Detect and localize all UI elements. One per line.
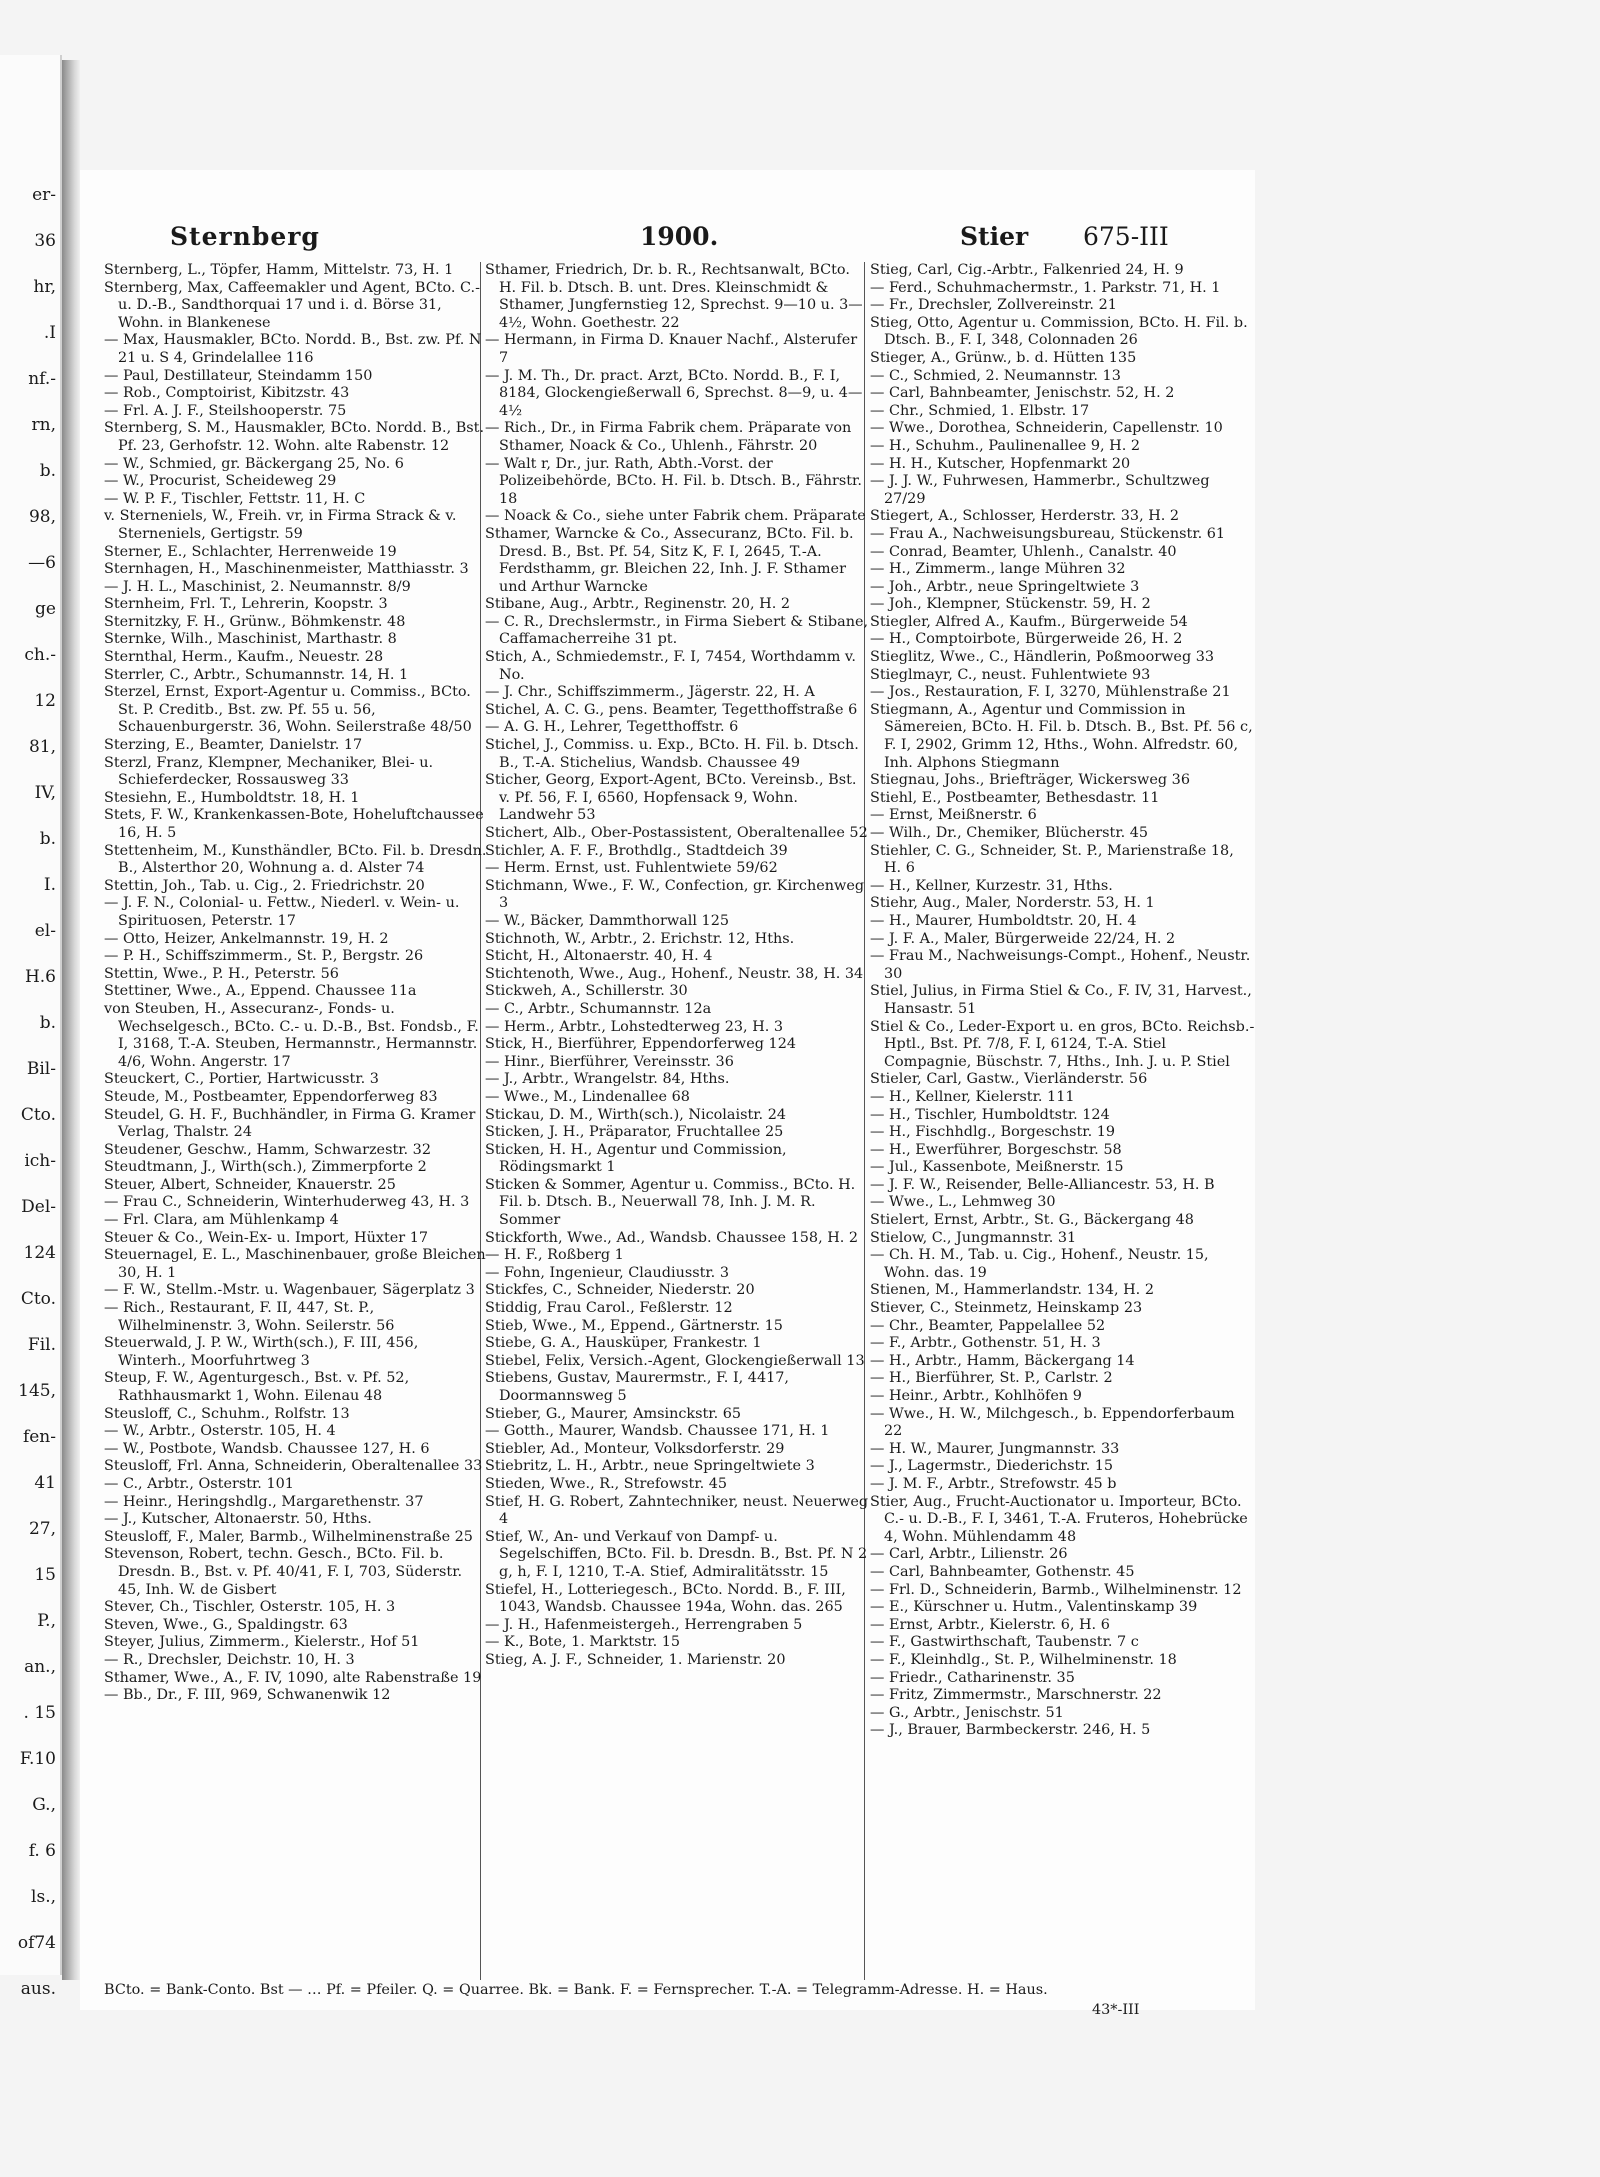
directory-entry: Stielert, Ernst, Arbtr., St. G., Bäckergang 48 bbox=[870, 1212, 1194, 1229]
directory-entry: Stichert, Alb., Ober-Postassistent, Oberaltenallee 52 bbox=[485, 825, 868, 841]
prev-page-fragment: ge bbox=[35, 599, 56, 619]
prev-page-fragment: el- bbox=[34, 921, 56, 941]
directory-entry: — Rob., Comptoirist, Kibitzstr. 43 bbox=[104, 385, 350, 402]
prev-page-fragment: 36 bbox=[34, 231, 56, 251]
directory-entry: — J. J. W., Fuhrwesen, Hammerbr., Schultzweg 27/29 bbox=[870, 473, 1210, 507]
directory-entry: Sterzl, Franz, Klempner, Mechaniker, Blei- u. Schieferdecker, Rossausweg 33 bbox=[104, 754, 434, 789]
directory-entry: Stiever, C., Steinmetz, Heinskamp 23 bbox=[870, 1300, 1143, 1317]
prev-page-fragment: I. bbox=[43, 875, 56, 895]
prev-page-fragment: 41 bbox=[34, 1473, 56, 1493]
prev-page-fragment: 98, bbox=[28, 507, 56, 527]
directory-entry: — Gotth., Maurer, Wandsb. Chaussee 171, H. 1 bbox=[485, 1423, 830, 1440]
directory-entry: Stielow, C., Jungmannstr. 31 bbox=[870, 1229, 1077, 1246]
directory-entry: Stibane, Aug., Arbtr., Reginenstr. 20, H. 2 bbox=[485, 596, 790, 613]
directory-entry: — J. M. F., Arbtr., Strefowstr. 45 b bbox=[870, 1475, 1117, 1492]
directory-entry: — H., Maurer, Humboldtstr. 20, H. 4 bbox=[870, 912, 1137, 929]
directory-entry: Sternthal, Herm., Kaufm., Neuestr. 28 bbox=[104, 649, 384, 666]
directory-entry: — Conrad, Beamter, Uhlenh., Canalstr. 40 bbox=[870, 543, 1177, 560]
prev-page-fragment: Del- bbox=[21, 1197, 56, 1217]
prev-page-fragment: —6 bbox=[28, 553, 56, 573]
directory-entry: — Wwe., H. W., Milchgesch., b. Eppendorferbaum 22 bbox=[870, 1405, 1235, 1440]
directory-entry: — W., Schmied, gr. Bäckergang 25, No. 6 bbox=[104, 455, 404, 472]
directory-entry: Steuer, Albert, Schneider, Knauerstr. 25 bbox=[104, 1176, 396, 1193]
directory-entry: — Walt r, Dr., jur. Rath, Abth.-Vorst. der Polizeibehörde, BCto. H. Fil. b. Dtsch. B., Fährstr. 18 bbox=[485, 455, 862, 507]
directory-entry: — Bb., Dr., F. III, 969, Schwanenwik 12 bbox=[104, 1687, 391, 1704]
column-1 bbox=[104, 262, 489, 1705]
directory-entry: Stiebler, Ad., Monteur, Volksdorferstr. 29 bbox=[485, 1440, 785, 1457]
directory-entry: — Frau M., Nachweisungs-Compt., Hohenf., Neustr. 30 bbox=[870, 948, 1251, 982]
directory-entry: Stiehr, Aug., Maler, Norderstr. 53, H. 1 bbox=[870, 895, 1155, 912]
directory-entry: Sternheim, Frl. T., Lehrerin, Koopstr. 3 bbox=[104, 596, 388, 613]
prev-page-fragment: .I bbox=[43, 323, 56, 343]
directory-entry: Sternberg, S. M., Hausmakler, BCto. Nordd. B., Bst. Pf. 23, Gerhofstr. 12. Wohn. alte Rabenstr. 12 bbox=[104, 420, 485, 454]
prev-page-fragment: . 15 bbox=[23, 1703, 56, 1723]
directory-entry: Steven, Wwe., G., Spaldingstr. 63 bbox=[104, 1616, 348, 1633]
directory-entry: Stickweh, A., Schillerstr. 30 bbox=[485, 983, 688, 1000]
directory-entry: — H., Arbtr., Hamm, Bäckergang 14 bbox=[870, 1352, 1135, 1369]
directory-entry: Stieger, A., Grünw., b. d. Hütten 135 bbox=[870, 349, 1137, 366]
column-3 bbox=[870, 262, 1255, 1740]
directory-entry: — J. H. L., Maschinist, 2. Neumannstr. 8/9 bbox=[104, 578, 411, 595]
directory-entry: — Ferd., Schuhmachermstr., 1. Parkstr. 71, H. 1 bbox=[870, 279, 1221, 296]
directory-entry: — H. H., Kutscher, Hopfenmarkt 20 bbox=[870, 455, 1131, 472]
directory-entry: — Joh., Klempner, Stückenstr. 59, H. 2 bbox=[870, 596, 1151, 613]
directory-entry: — Noack & Co., siehe unter Fabrik chem. Präparate bbox=[485, 508, 866, 525]
prev-page-fragment: nf.- bbox=[28, 369, 56, 389]
directory-entry: — G., Arbtr., Jenischstr. 51 bbox=[870, 1704, 1064, 1721]
directory-entry: — K., Bote, 1. Marktstr. 15 bbox=[485, 1634, 681, 1651]
prev-page-fragment: ch.- bbox=[24, 645, 56, 665]
directory-entry: Steudtmann, J., Wirth(sch.), Zimmerpforte 2 bbox=[104, 1159, 427, 1176]
directory-entry: — H., Kellner, Kurzestr. 31, Hths. bbox=[870, 877, 1113, 894]
directory-entry: Steuer & Co., Wein-Ex- u. Import, Hüxter 17 bbox=[104, 1229, 429, 1246]
directory-entry: — Rich., Restaurant, F. II, 447, St. P., Wilhelminenstr. 3, Wohn. Seilerstr. 56 bbox=[104, 1300, 395, 1334]
directory-entry: Stiebritz, L. H., Arbtr., neue Springeltwiete 3 bbox=[485, 1458, 815, 1475]
directory-entry: — E., Kürschner u. Hutm., Valentinskamp 39 bbox=[870, 1599, 1198, 1616]
prev-page-fragment: an., bbox=[24, 1657, 56, 1677]
directory-entry: — J. Chr., Schiffszimmerm., Jägerstr. 22, H. A bbox=[485, 684, 815, 701]
directory-entry: Stettenheim, M., Kunsthändler, BCto. Fil. b. Dresdn. B., Alsterthor 20, Wohnung a. d. Alster 74 bbox=[104, 842, 487, 877]
directory-entry: Stichler, A. F. F., Brothdlg., Stadtdeich 39 bbox=[485, 842, 788, 859]
directory-entry: — Jos., Restauration, F. I, 3270, Mühlenstraße 21 bbox=[870, 684, 1231, 701]
directory-entry: Steuerwald, J. P. W., Wirth(sch.), F. III, 456, Winterh., Moorfuhrtweg 3 bbox=[104, 1335, 419, 1369]
directory-entry: — Ch. H. M., Tab. u. Cig., Hohenf., Neustr. 15, Wohn. das. 19 bbox=[870, 1247, 1209, 1281]
directory-entry: — C. R., Drechslermstr., in Firma Siebert & Stibane, Caffamacherreihe 31 pt. bbox=[485, 613, 869, 648]
directory-entry: — F., Arbtr., Gothenstr. 51, H. 3 bbox=[870, 1335, 1101, 1352]
directory-entry: — Wwe., Dorothea, Schneiderin, Capellenstr. 10 bbox=[870, 420, 1223, 437]
prev-page-fragment: ich- bbox=[24, 1151, 56, 1171]
directory-entry: Stiel, Julius, in Firma Stiel & Co., F. IV, 31, Harvest., Hansastr. 51 bbox=[870, 983, 1252, 1017]
directory-entry: Stettiner, Wwe., A., Eppend. Chaussee 11a bbox=[104, 983, 417, 1000]
directory-entry: — H., Schuhm., Paulinenallee 9, H. 2 bbox=[870, 437, 1141, 454]
directory-entry: Steup, F. W., Agenturgesch., Bst. v. Pf. 52, Rathhausmarkt 1, Wohn. Eilenau 48 bbox=[104, 1370, 410, 1404]
directory-entry: Stevenson, Robert, techn. Gesch., BCto. Fil. b. Dresdn. B., Bst. v. Pf. 40/41, F. I, 703, Süderstr. 45, Inh. W. de Gisbert bbox=[104, 1546, 463, 1598]
directory-entry: Steusloff, F., Maler, Barmb., Wilhelminenstraße 25 bbox=[104, 1528, 473, 1545]
directory-entry: Stiebens, Gustav, Maurermstr., F. I, 4417, Doormannsweg 5 bbox=[485, 1370, 789, 1404]
directory-entry: — H. F., Roßberg 1 bbox=[485, 1247, 624, 1264]
directory-entry: — R., Drechsler, Deichstr. 10, H. 3 bbox=[104, 1651, 355, 1668]
directory-entry: Sterner, E., Schlachter, Herrenweide 19 bbox=[104, 543, 397, 560]
directory-entry: — Rich., Dr., in Firma Fabrik chem. Präparate von Sthamer, Noack & Co., Uhlenh., Fährstr. 20 bbox=[485, 420, 852, 454]
directory-entry: Sternhagen, H., Maschinenmeister, Matthiasstr. 3 bbox=[104, 561, 469, 578]
directory-entry: Sticher, Georg, Export-Agent, BCto. Vereinsb., Bst. v. Pf. 56, F. I, 6560, Hopfensack 9, Wohn. Landwehr 53 bbox=[485, 772, 857, 824]
directory-entry: Stickau, D. M., Wirth(sch.), Nicolaistr. 24 bbox=[485, 1106, 787, 1123]
directory-entry: — Chr., Beamter, Pappelallee 52 bbox=[870, 1317, 1106, 1334]
prev-page-fragment: H.6 bbox=[24, 967, 56, 987]
directory-entry: — H., Kellner, Kielerstr. 111 bbox=[870, 1088, 1075, 1105]
directory-entry: von Steuben, H., Assecuranz-, Fonds- u. Wechselgesch., BCto. C.- u. D.-B., Bst. Fondsb., F. I, 3168, T.-A. Steuben, Hermannstr., Hermannstr. 4/6, Wohn. Angerstr. 17 bbox=[104, 1000, 479, 1070]
directory-entry: Sticken, J. H., Präparator, Fruchtallee 25 bbox=[485, 1124, 784, 1141]
footer-page-code: 43*-III bbox=[1092, 2002, 1140, 2018]
directory-entry: — J., Lagermstr., Diederichstr. 15 bbox=[870, 1458, 1114, 1475]
running-header bbox=[80, 222, 1255, 256]
directory-entry: — Paul, Destillateur, Steindamm 150 bbox=[104, 367, 373, 384]
directory-entry: — H., Tischler, Humboldtstr. 124 bbox=[870, 1106, 1110, 1123]
directory-entry: Stiebe, G. A., Hausküper, Frankestr. 1 bbox=[485, 1335, 762, 1352]
directory-entry: — Heinr., Heringshdlg., Margarethenstr. 37 bbox=[104, 1493, 424, 1510]
directory-entry: — Frau C., Schneiderin, Winterhuderweg 43, H. 3 bbox=[104, 1194, 470, 1211]
directory-entry: Stiegnau, Johs., Briefträger, Wickersweg 36 bbox=[870, 772, 1190, 789]
directory-entry: — W., Bäcker, Dammthorwall 125 bbox=[485, 912, 730, 929]
directory-entry: Sthamer, Wwe., A., F. IV, 1090, alte Rabenstraße 19 bbox=[104, 1669, 482, 1686]
directory-entry: — A. G. H., Lehrer, Tegetthoffstr. 6 bbox=[485, 719, 739, 736]
directory-entry: — H., Comptoirbote, Bürgerweide 26, H. 2 bbox=[870, 631, 1183, 648]
directory-entry: Sticken, H. H., Agentur und Commission, Rödingsmarkt 1 bbox=[485, 1141, 787, 1176]
directory-entry: Stichtenoth, Wwe., Aug., Hohenf., Neustr. 38, H. 34 bbox=[485, 965, 864, 982]
directory-entry: — F., Gastwirthschaft, Taubenstr. 7 c bbox=[870, 1634, 1139, 1651]
directory-entry: — Frl. D., Schneiderin, Barmb., Wilhelminenstr. 12 bbox=[870, 1581, 1242, 1598]
directory-entry: — J. F. A., Maler, Bürgerweide 22/24, H. 2 bbox=[870, 930, 1176, 947]
directory-entry: Stiebel, Felix, Versich.-Agent, Glockengießerwall 13 bbox=[485, 1352, 865, 1369]
directory-entry: Stichel, A. C. G., pens. Beamter, Tegetthoffstraße 6 bbox=[485, 701, 858, 718]
directory-entry: Sthamer, Warncke & Co., Assecuranz, BCto. Fil. b. Dresd. B., Bst. Pf. 54, Sitz K, F. I, 2645, T.-A. Ferdsthamm, gr. Bleichen 22, Inh. J. F. Sthamer und Arthur Warncke bbox=[485, 525, 854, 595]
prev-page-fragment: IV, bbox=[34, 783, 56, 803]
directory-page bbox=[80, 170, 1255, 2018]
prev-page-fragment: G., bbox=[32, 1795, 56, 1815]
directory-entry: — Joh., Arbtr., neue Springeltwiete 3 bbox=[870, 578, 1140, 595]
directory-entry: Stienen, M., Hammerlandstr. 134, H. 2 bbox=[870, 1282, 1154, 1299]
directory-entry: — Chr., Schmied, 1. Elbstr. 17 bbox=[870, 402, 1090, 419]
directory-entry: — J. M. Th., Dr. pract. Arzt, BCto. Nordd. B., F. I, 8184, Glockengießerwall 6, Sprechst. 8—9, u. 4—4½ bbox=[485, 367, 863, 419]
directory-entry: Steudener, Geschw., Hamm, Schwarzestr. 32 bbox=[104, 1141, 431, 1158]
directory-entry: — Heinr., Arbtr., Kohlhöfen 9 bbox=[870, 1388, 1082, 1404]
directory-entry: Sternitzky, F. H., Grünw., Böhmkenstr. 48 bbox=[104, 613, 406, 630]
prev-page-fragment: Bil- bbox=[26, 1059, 56, 1079]
directory-entry: Stichnoth, W., Arbtr., 2. Erichstr. 12, Hths. bbox=[485, 930, 795, 947]
prev-page-fragment: 12 bbox=[34, 691, 56, 711]
directory-entry: Stickforth, Wwe., Ad., Wandsb. Chaussee 158, H. 2 bbox=[485, 1229, 859, 1246]
directory-entry: — J. F. N., Colonial- u. Fettw., Niederl. v. Wein- u. Spirituosen, Peterstr. 17 bbox=[104, 895, 460, 929]
directory-entry: — J. F. W., Reisender, Belle-Alliancestr. 53, H. B bbox=[870, 1176, 1215, 1193]
directory-entry: — C., Arbtr., Schumannstr. 12a bbox=[485, 1000, 712, 1017]
directory-entry: Stickfes, C., Schneider, Niederstr. 20 bbox=[485, 1282, 755, 1299]
directory-entry: Sticht, H., Altonaerstr. 40, H. 4 bbox=[485, 948, 713, 965]
prev-page-fragment: 145, bbox=[18, 1381, 56, 1401]
prev-page-fragment: P., bbox=[37, 1611, 56, 1631]
directory-entry: — H., Zimmerm., lange Mühren 32 bbox=[870, 561, 1126, 578]
column-2 bbox=[485, 262, 870, 1670]
directory-entry: — P. H., Schiffszimmerm., St. P., Bergstr. 26 bbox=[104, 948, 424, 965]
prev-page-fragment: 81, bbox=[28, 737, 56, 757]
directory-entry: Sticken & Sommer, Agentur u. Commiss., BCto. H. Fil. b. Dtsch. B., Neuerwall 78, Inh. J. M. R. Sommer bbox=[485, 1176, 856, 1229]
prev-page-fragment: b. bbox=[39, 461, 56, 481]
prev-page-fragment: 15 bbox=[34, 1565, 56, 1585]
directory-entry: Stich, A., Schmiedemstr., F. I, 7454, Worthdamm v. No. bbox=[485, 649, 856, 683]
prev-page-fragment: Fil. bbox=[27, 1335, 56, 1355]
directory-entry: Stichel, J., Commiss. u. Exp., BCto. H. Fil. b. Dtsch. B., T.-A. Stichelius, Wandsb. Chaussee 49 bbox=[485, 737, 859, 771]
directory-entry: Stier, Aug., Frucht-Auctionator u. Importeur, BCto. C.- u. D.-B., F. I, 3461, T.-A. Fruteros, Hohebrücke 4, Wohn. Mühlendamm 48 bbox=[870, 1493, 1248, 1545]
directory-entry: — F., Kleinhdlg., St. P., Wilhelminenstr. 18 bbox=[870, 1651, 1177, 1668]
directory-entry: — W., Arbtr., Osterstr. 105, H. 4 bbox=[104, 1423, 336, 1440]
prev-page-fragment: 27, bbox=[28, 1519, 56, 1539]
directory-entry: Sterzing, E., Beamter, Danielstr. 17 bbox=[104, 737, 363, 754]
directory-entry: Stiddig, Frau Carol., Feßlerstr. 12 bbox=[485, 1300, 733, 1317]
directory-entry: Stiel & Co., Leder-Export u. en gros, BCto. Reichsb.-Hptl., Bst. Pf. 7/8, F. I, 6124, T.-A. Stiel Compagnie, Büschstr. 7, Hths., Inh. J. u. P. Stiel bbox=[870, 1018, 1255, 1070]
directory-entry: — Wilh., Dr., Chemiker, Blücherstr. 45 bbox=[870, 825, 1149, 841]
abbreviation-legend: BCto. = Bank-Conto. Bst — … Pf. = Pfeiler. Q. = Quarree. Bk. = Bank. F. = Fernsprecher. T.-A. = Telegramm-Adresse. H. = Haus. bbox=[104, 1982, 1048, 1998]
directory-entry: Sternke, Wilh., Maschinist, Marthastr. 8 bbox=[104, 631, 397, 648]
directory-entry: — Herm., Arbtr., Lohstedterweg 23, H. 3 bbox=[485, 1018, 784, 1035]
directory-entry: Sterrler, C., Arbtr., Schumannstr. 14, H. 1 bbox=[104, 666, 409, 683]
directory-entry: Steuckert, C., Portier, Hartwicusstr. 3 bbox=[104, 1071, 379, 1088]
prev-page-fragment: f. 6 bbox=[28, 1841, 56, 1861]
directory-entry: Steusloff, C., Schuhm., Rolfstr. 13 bbox=[104, 1405, 350, 1422]
directory-entry: — Frl. A. J. F., Steilshooperstr. 75 bbox=[104, 402, 347, 419]
directory-entry: Steusloff, Frl. Anna, Schneiderin, Oberaltenallee 33 bbox=[104, 1458, 483, 1475]
directory-entry: Stiehl, E., Postbeamter, Bethesdastr. 11 bbox=[870, 789, 1160, 806]
directory-entry: Stiegler, Alfred A., Kaufm., Bürgerweide 54 bbox=[870, 613, 1188, 630]
directory-entry: Stiefel, H., Lotteriegesch., BCto. Nordd. B., F. III, 1043, Wandsb. Chaussee 194a, Wohn. das. 265 bbox=[485, 1581, 846, 1616]
directory-entry: — H., Ewerführer, Borgeschstr. 58 bbox=[870, 1141, 1122, 1158]
prev-page-fragment: ls., bbox=[31, 1887, 56, 1907]
directory-entry: — Friedr., Catharinenstr. 35 bbox=[870, 1669, 1075, 1686]
directory-entry: — Frl. Clara, am Mühlenkamp 4 bbox=[104, 1212, 339, 1229]
directory-entry: Stever, Ch., Tischler, Osterstr. 105, H. 3 bbox=[104, 1599, 396, 1616]
header-year: 1900. bbox=[640, 222, 719, 251]
directory-entry: Sternberg, Max, Caffeemakler und Agent, BCto. C.- u. D.-B., Sandthorquai 17 und i. d. Börse 31, Wohn. in Blankenese bbox=[104, 279, 480, 331]
directory-entry: — C., Arbtr., Osterstr. 101 bbox=[104, 1475, 294, 1492]
directory-entry: Stieler, Carl, Gastw., Vierländerstr. 56 bbox=[870, 1071, 1148, 1088]
directory-entry: — C., Schmied, 2. Neumannstr. 13 bbox=[870, 367, 1121, 384]
directory-entry: Stiehler, C. G., Schneider, St. P., Marienstraße 18, H. 6 bbox=[870, 842, 1234, 877]
directory-entry: — Hinr., Bierführer, Vereinsstr. 36 bbox=[485, 1053, 734, 1070]
directory-entry: — Hermann, in Firma D. Knauer Nachf., Alsterufer 7 bbox=[485, 332, 858, 366]
directory-entry: Steyer, Julius, Zimmerm., Kielerstr., Hof 51 bbox=[104, 1634, 420, 1651]
directory-entry: — Max, Hausmakler, BCto. Nordd. B., Bst. zw. Pf. N 21 u. S 4, Grindelallee 116 bbox=[104, 332, 482, 366]
directory-entry: — Wwe., L., Lehmweg 30 bbox=[870, 1194, 1056, 1211]
prev-page-fragment: aus. bbox=[20, 1979, 56, 1999]
directory-entry: Stieglitz, Wwe., C., Händlerin, Poßmoorweg 33 bbox=[870, 649, 1215, 666]
directory-entry: — Carl, Arbtr., Lilienstr. 26 bbox=[870, 1546, 1068, 1563]
directory-entry: — F. W., Stellm.-Mstr. u. Wagenbauer, Sägerplatz 3 bbox=[104, 1282, 475, 1299]
directory-entry: Stettin, Wwe., P. H., Peterstr. 56 bbox=[104, 965, 339, 982]
previous-page-edge bbox=[0, 55, 62, 1999]
header-right-word: Stier bbox=[960, 222, 1029, 251]
directory-entry: — Ernst, Arbtr., Kielerstr. 6, H. 6 bbox=[870, 1616, 1110, 1633]
prev-page-fragment: rn, bbox=[31, 415, 56, 435]
directory-entry: Stieg, Carl, Cig.-Arbtr., Falkenried 24, H. 9 bbox=[870, 262, 1184, 278]
directory-entry: Sterzel, Ernst, Export-Agentur u. Commiss., BCto. St. P. Creditb., Bst. zw. Pf. 55 u. 56, Schauenburgerstr. 36, Wohn. Seilerstraße 48/50 bbox=[104, 684, 472, 736]
directory-entry: Stieden, Wwe., R., Strefowstr. 45 bbox=[485, 1475, 728, 1492]
directory-entry: Steude, M., Postbeamter, Eppendorferweg 83 bbox=[104, 1088, 438, 1105]
directory-entry: — Fr., Drechsler, Zollvereinstr. 21 bbox=[870, 297, 1117, 314]
directory-entry: Stichmann, Wwe., F. W., Confection, gr. Kirchenweg 3 bbox=[485, 877, 865, 912]
directory-entry: — Carl, Bahnbeamter, Jenischstr. 52, H. 2 bbox=[870, 385, 1175, 402]
directory-entry: — Herm. Ernst, ust. Fuhlentwiete 59/62 bbox=[485, 860, 778, 877]
prev-page-fragment: F.10 bbox=[19, 1749, 56, 1769]
prev-page-fragment: of74 bbox=[17, 1933, 56, 1953]
prev-page-fragment: fen- bbox=[22, 1427, 56, 1447]
directory-entry: — Wwe., M., Lindenallee 68 bbox=[485, 1088, 690, 1105]
directory-entry: — Fohn, Ingenieur, Claudiusstr. 3 bbox=[485, 1264, 729, 1281]
directory-entry: Stief, H. G. Robert, Zahntechniker, neust. Neuerweg 4 bbox=[485, 1493, 869, 1528]
directory-entry: — H., Fischhdlg., Borgeschstr. 19 bbox=[870, 1124, 1116, 1141]
directory-entry: Stieglmayr, C., neust. Fuhlentwiete 93 bbox=[870, 666, 1151, 683]
directory-entry: Stieg, Otto, Agentur u. Commission, BCto. H. Fil. b. Dtsch. B., F. I, 348, Colonnaden 26 bbox=[870, 314, 1248, 349]
directory-entry: — Frau A., Nachweisungsbureau, Stückenstr. 61 bbox=[870, 525, 1226, 542]
directory-entry: Sternberg, L., Töpfer, Hamm, Mittelstr. 73, H. 1 bbox=[104, 262, 454, 278]
prev-page-fragment: b. bbox=[39, 829, 56, 849]
directory-entry: — J., Brauer, Barmbeckerstr. 246, H. 5 bbox=[870, 1722, 1151, 1739]
directory-entry: Stief, W., An- und Verkauf von Dampf- u. Segelschiffen, BCto. Fil. b. Dresdn. B., Bst. Pf. N 2 g, h, F. I, 1210, T.-A. Stief, Admiralitätsstr. 15 bbox=[485, 1528, 868, 1580]
directory-entry: Stieg, A. J. F., Schneider, 1. Marienstr. 20 bbox=[485, 1651, 786, 1668]
directory-entry: — J. H., Hafenmeistergeh., Herrengraben 5 bbox=[485, 1616, 803, 1633]
directory-entry: Steudel, G. H. F., Buchhändler, in Firma G. Kramer Verlag, Thalstr. 24 bbox=[104, 1106, 476, 1141]
prev-page-fragment: Cto. bbox=[20, 1289, 56, 1309]
directory-entry: — J., Arbtr., Wrangelstr. 84, Hths. bbox=[485, 1071, 730, 1088]
directory-entry: Stiegert, A., Schlosser, Herderstr. 33, H. 2 bbox=[870, 508, 1180, 525]
directory-entry: — H., Bierführer, St. P., Carlstr. 2 bbox=[870, 1370, 1113, 1387]
directory-entry: Stesiehn, E., Humboldtstr. 18, H. 1 bbox=[104, 789, 360, 806]
directory-entry: — W., Procurist, Scheideweg 29 bbox=[104, 473, 337, 490]
directory-entry: — W. P. F., Tischler, Fettstr. 11, H. C bbox=[104, 490, 366, 507]
directory-entry: Stieber, G., Maurer, Amsinckstr. 65 bbox=[485, 1405, 742, 1422]
directory-entry: — W., Postbote, Wandsb. Chaussee 127, H. 6 bbox=[104, 1440, 430, 1457]
book-gutter bbox=[62, 60, 80, 1980]
directory-entry: Steuernagel, E. L., Maschinenbauer, große Bleichen 30, H. 1 bbox=[104, 1247, 486, 1281]
directory-entry: — Fritz, Zimmermstr., Marschnerstr. 22 bbox=[870, 1687, 1162, 1704]
directory-entry: — Carl, Bahnbeamter, Gothenstr. 45 bbox=[870, 1563, 1135, 1580]
directory-entry: Stieb, Wwe., M., Eppend., Gärtnerstr. 15 bbox=[485, 1317, 783, 1334]
header-left-word: Sternberg bbox=[170, 222, 320, 251]
prev-page-fragment: hr, bbox=[33, 277, 56, 297]
directory-entry: — Ernst, Meißnerstr. 6 bbox=[870, 807, 1037, 824]
directory-entry: — Jul., Kassenbote, Meißnerstr. 15 bbox=[870, 1159, 1124, 1176]
directory-entry: v. Sterneniels, W., Freih. vr, in Firma Strack & v. Sterneniels, Gertigstr. 59 bbox=[104, 508, 457, 542]
directory-entry: Sthamer, Friedrich, Dr. b. R., Rechtsanwalt, BCto. H. Fil. b. Dtsch. B. unt. Dres. Kleinschmidt & Sthamer, Jungfernstieg 12, Sprechst. 9—10 u. 3—4½, Wohn. Goethestr. 22 bbox=[485, 262, 863, 331]
prev-page-fragment: er- bbox=[32, 185, 56, 205]
directory-entry: — J., Kutscher, Altonaerstr. 50, Hths. bbox=[104, 1511, 372, 1528]
directory-entry: Stiegmann, A., Agentur und Commission in Sämereien, BCto. H. Fil. b. Dtsch. B., Bst. Pf. 56 c, F. I, 2902, Grimm 12, Hths., Wohn. Alfredstr. 60, Inh. Alphons Stiegmann bbox=[870, 701, 1253, 771]
directory-entry: — H. W., Maurer, Jungmannstr. 33 bbox=[870, 1440, 1120, 1457]
directory-entry: Stettin, Joh., Tab. u. Cig., 2. Friedrichstr. 20 bbox=[104, 877, 425, 894]
header-page-number: 675-III bbox=[1083, 222, 1169, 251]
directory-entry: — Otto, Heizer, Ankelmannstr. 19, H. 2 bbox=[104, 930, 389, 947]
prev-page-fragment: b. bbox=[39, 1013, 56, 1033]
directory-entry: Stets, F. W., Krankenkassen-Bote, Hoheluftchaussee 16, H. 5 bbox=[104, 807, 484, 841]
prev-page-fragment: 124 bbox=[23, 1243, 56, 1263]
directory-entry: Stick, H., Bierführer, Eppendorferweg 124 bbox=[485, 1036, 796, 1053]
prev-page-fragment: Cto. bbox=[20, 1105, 56, 1125]
